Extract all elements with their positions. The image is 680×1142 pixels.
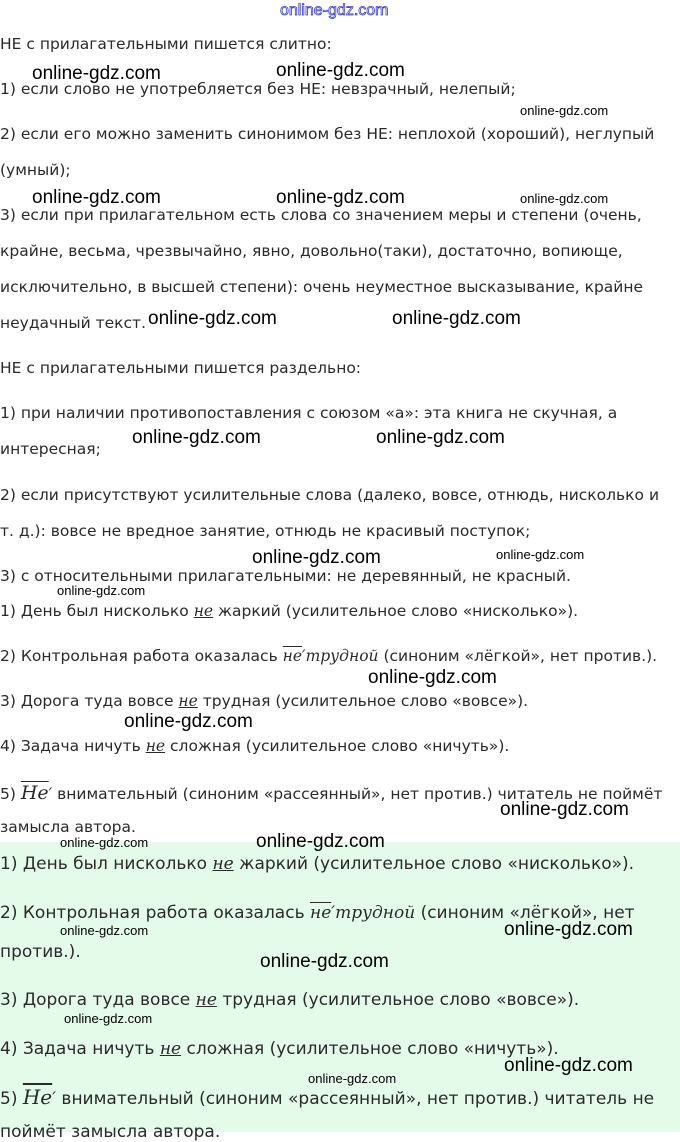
answer-text: сложная (усилительное слово «ничуть»). (181, 1039, 559, 1059)
ne-particle: Не (20, 782, 49, 804)
rule1-item: 2) если его можно заменить синонимом без НЕ: неплохой (хороший), неглупый (0, 125, 655, 143)
rule1-item: 1) если слово не употребляется без НЕ: невзрачный, нелепый; (0, 80, 516, 98)
answer-line-5-cont: замысла автора. (0, 818, 136, 836)
answer-text: 1) День был нисколько (0, 854, 213, 874)
ne-particle: не (145, 737, 166, 755)
answer-text: жаркий (усилительное слово «нисколько»). (213, 602, 579, 620)
green-answer-line-4 (0, 1039, 559, 1059)
watermark: online-gdz.com (520, 191, 609, 206)
watermark: online-gdz.com (132, 427, 261, 448)
rule2-item: т. д.): вовсе не вредное занятие, отнюдь не красивый поступок; (0, 522, 531, 540)
answer-line-2 (0, 647, 657, 665)
rule2-item: 2) если присутствуют усилительные слова (далеко, вовсе, отнюдь, нисколько и (0, 486, 660, 504)
accent-mark: ′ (302, 647, 306, 665)
watermark: online-gdz.com (148, 308, 277, 329)
answer-line-4 (0, 737, 509, 755)
answer-text: 3) Дорога туда вовсе (0, 692, 179, 710)
watermark: online-gdz.com (504, 919, 633, 940)
answer-text: внимательный (синоним «рассеянный», нет против.) читатель не поймёт (52, 785, 663, 803)
green-answer-line-5 (0, 1085, 654, 1109)
green-answer-line-5-cont: поймёт замысла автора. (0, 1122, 221, 1142)
answer-text: 4) Задача ничуть (0, 1039, 160, 1059)
ne-particle: Не (22, 1085, 53, 1109)
accent-mark: ′ (52, 1089, 57, 1109)
rule1-item: исключительно, в высшей степени): очень неуместное высказывание, крайне (0, 278, 644, 296)
ne-particle: не (159, 1039, 182, 1059)
watermark: online-gdz.com (60, 835, 149, 850)
watermark: online-gdz.com (504, 1055, 633, 1076)
watermark: online-gdz.com (276, 60, 405, 81)
answer-text: 4) Задача ничуть (0, 737, 146, 755)
watermark: online-gdz.com (520, 103, 609, 118)
answer-text: 5) (0, 785, 21, 803)
ne-particle: не (310, 903, 332, 923)
answer-text: (синоним «лёгкой», нет (415, 903, 635, 923)
rule2-item: 3) с относительными прилагательными: не деревянный, не красный. (0, 567, 571, 585)
watermark: online-gdz.com (308, 1071, 397, 1086)
rule1-title: НЕ с прилагательными пишется слитно: (0, 35, 332, 53)
answer-text: 2) Контрольная работа оказалась (0, 647, 283, 665)
watermark: online-gdz.com (32, 63, 161, 84)
answer-text: жаркий (усилительное слово «нисколько»). (233, 854, 635, 874)
watermark: online-gdz.com (252, 547, 381, 568)
answer-text: трудная (усилительное слово «вовсе»). (216, 990, 580, 1010)
rule1-item: 3) если при прилагательном есть слова со значением меры и степени (очень, (0, 206, 642, 224)
watermark: online-gdz.com (124, 711, 253, 732)
answer-text: 2) Контрольная работа оказалась (0, 903, 310, 923)
answer-text: трудная (усилительное слово «вовсе»). (197, 692, 529, 710)
answer-text: 5) (0, 1089, 23, 1109)
watermark: online-gdz.com (376, 427, 505, 448)
watermark: online-gdz.com (57, 583, 146, 598)
ne-particle: не (212, 854, 234, 874)
answer-text: 3) Дорога туда вовсе (0, 990, 196, 1010)
rule2-item: интересная; (0, 440, 101, 458)
answer-text: 1) День был нисколько (0, 602, 194, 620)
accent-mark: ′ (331, 903, 336, 923)
green-answer-line-3 (0, 990, 579, 1010)
accent-mark: ′ (48, 785, 53, 803)
green-answer-line-2-cont: против.). (0, 942, 81, 962)
watermark: online-gdz.com (500, 799, 629, 820)
watermark: online-gdz.com (64, 1011, 153, 1026)
ne-particle: не (195, 990, 217, 1010)
rule1-item: неудачный текст. (0, 314, 146, 332)
rule1-item: (умный); (0, 161, 71, 179)
watermark: online-gdz.com (496, 547, 585, 562)
watermark-top: online-gdz.com (280, 2, 389, 19)
watermark: online-gdz.com (60, 923, 149, 938)
ne-particle: не (282, 647, 303, 665)
watermark: online-gdz.com (32, 187, 161, 208)
answer-text: (синоним «лёгкой», нет против.). (378, 647, 658, 665)
watermark: online-gdz.com (260, 951, 389, 972)
green-answer-line-1 (0, 854, 634, 874)
answer-line-1 (0, 602, 578, 620)
ne-particle: не (193, 602, 214, 620)
watermark: online-gdz.com (276, 187, 405, 208)
answer-line-3 (0, 692, 528, 710)
adjective-word: трудной (335, 903, 416, 923)
watermark: online-gdz.com (256, 831, 385, 852)
rule2-item: 1) при наличии противопоставления с союзом «а»: эта книга не скучная, а (0, 404, 618, 422)
answer-text: сложная (усилительное слово «ничуть»). (165, 737, 510, 755)
adjective-word: трудной (305, 647, 379, 665)
ne-particle: не (178, 692, 198, 710)
answer-text: внимательный (синоним «рассеянный», нет против.) читатель не (56, 1089, 655, 1109)
watermark: online-gdz.com (392, 308, 521, 329)
watermark: online-gdz.com (368, 667, 497, 688)
rule1-item: крайне, весьма, чрезвычайно, явно, довольно(таки), достаточно, вопиюще, (0, 242, 623, 260)
rule2-title: НЕ с прилагательными пишется раздельно: (0, 359, 362, 377)
